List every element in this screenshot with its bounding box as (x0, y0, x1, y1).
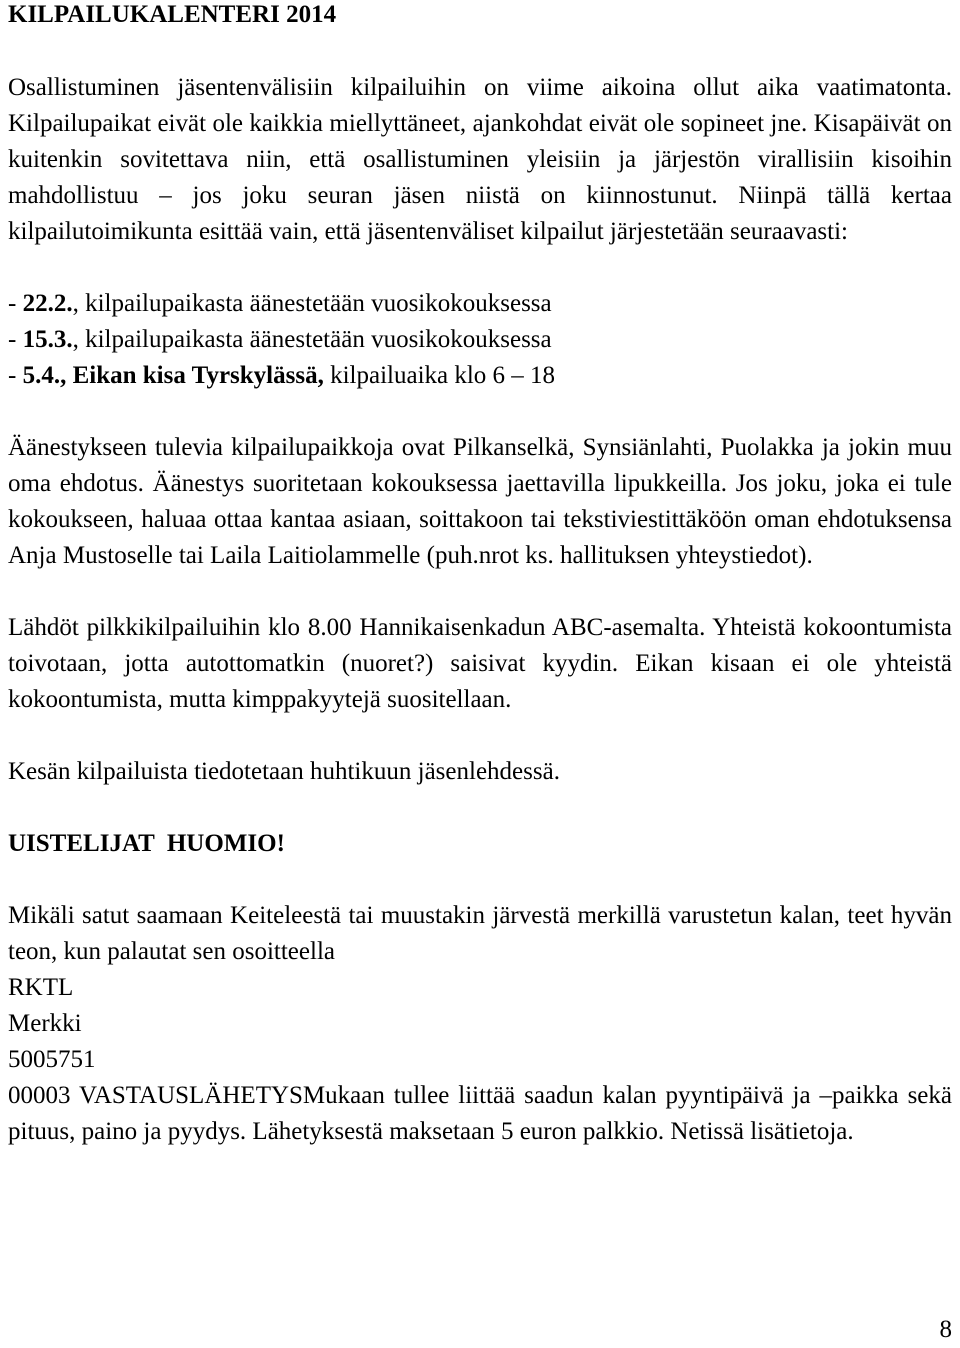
closing-paragraph: 00003 VASTAUSLÄHETYSMukaan tullee liittää saadun kalan pyyntipäivä ja –paikka sekä pituus, paino ja pyydys. Lähetyksestä maksetaan 5 euron palkkio. Netissä lisätietoja. (8, 1082, 952, 1145)
list-item: - 22.2., kilpailupaikasta äänestetään vuosikokouksessa (8, 290, 552, 317)
address-line: RKTL (8, 974, 74, 1001)
departures-paragraph: Lähdöt pilkkikilpailuihin klo 8.00 Hannikaisenkadun ABC-asemalta. Yhteistä kokoontumista toivotaan, jotta autottomatkin (nuoret?) saisivat kyydin. Eikan kisaan ei ole yhteistä kokoontumista, mutta kimppakyytejä suositellaan. (8, 614, 952, 713)
voting-paragraph: Äänestykseen tulevia kilpailupaikkoja ovat Pilkanselkä, Synsiänlahti, Puolakka ja jokin muu oma ehdotus. Äänestys suoritetaan kokouksessa jaettavilla lipukkeilla. Jos joku, joka ei tule kokoukseen, haluaa ottaa kantaa asiaan, soittakoon tai tekstiviestittäköön oman ehdotuksensa Anja Mustoselle tai Laila Laitiolammelle (puh.nrot ks. hallituksen yhteystiedot). (8, 434, 952, 569)
page-number: 8 (939, 1316, 952, 1343)
intro-paragraph: Osallistuminen jäsentenvälisiin kilpailuihin on viime aikoina ollut aika vaatimatonta. Kilpailupaikat eivät ole kaikkia miellyttäneet, ajankohdat eivät ole sopineet jne. Kisapäivät on kuitenkin sovitettava niin, että osallistuminen yleisiin ja järjestön virallisiin kisoihin mahdollistuu – jos joku seuran jäsen niistä on kiinnostunut. Niinpä tällä kertaa kilpailutoimikunta esittää vain, että jäsentenväliset kilpailut järjestetään seuraavasti: (8, 74, 952, 245)
schedule-date: 5.4. (22, 362, 61, 389)
address-block (8, 970, 952, 1078)
notice-paragraph: Mikäli satut saamaan Keiteleestä tai muustakin järvestä merkillä varustetun kalan, teet hyvän teon, kun palautat sen osoitteella (8, 902, 952, 965)
address-line: Merkki (8, 1010, 82, 1037)
list-item: - 15.3., kilpailupaikasta äänestetään vuosikokouksessa (8, 326, 552, 353)
list-item: - 5.4., Eikan kisa Tyrskylässä, kilpailuaika klo 6 – 18 (8, 362, 556, 389)
schedule-date: 22.2. (22, 290, 73, 317)
document-page (8, 0, 952, 1150)
summer-paragraph: Kesän kilpailuista tiedotetaan huhtikuun jäsenlehdessä. (8, 758, 560, 785)
address-line: 5005751 (8, 1046, 96, 1073)
event-name: , Eikan kisa Tyrskylässä, (60, 362, 324, 389)
schedule-date: 15.3. (22, 326, 73, 353)
page-title: KILPAILUKALENTERI 2014 (8, 1, 337, 28)
notice-heading: UISTELIJAT HUOMIO! (8, 830, 285, 857)
schedule-list (8, 286, 952, 394)
